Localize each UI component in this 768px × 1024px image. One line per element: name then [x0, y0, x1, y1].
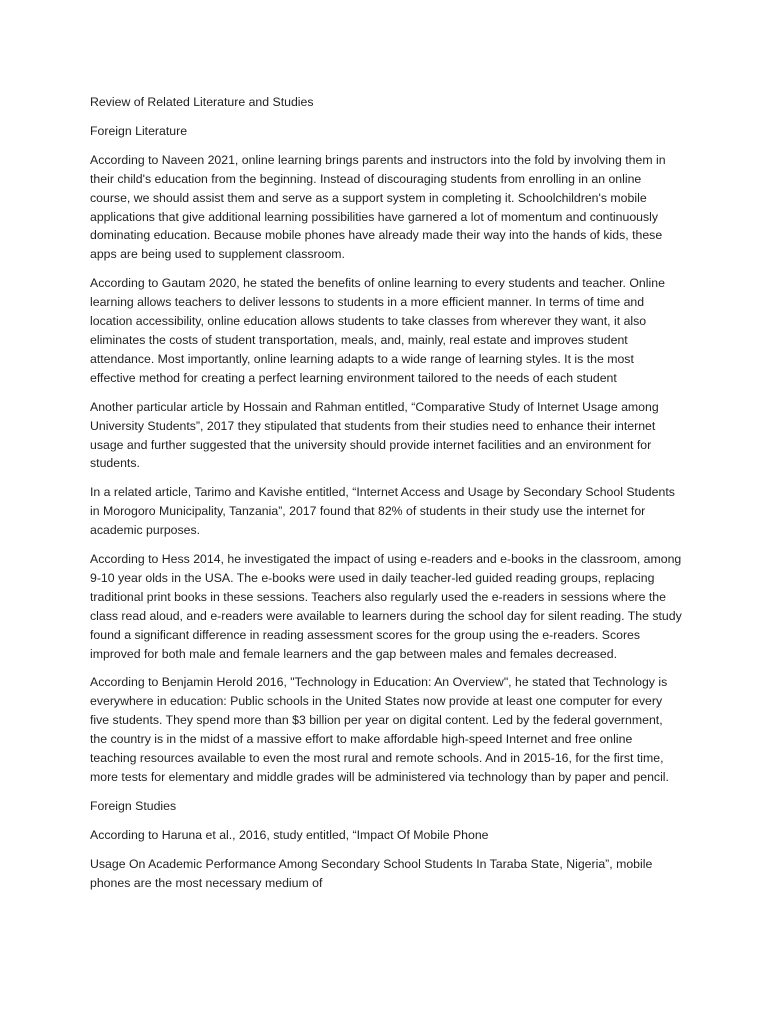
- section-heading-foreign-studies: Foreign Studies: [90, 798, 177, 813]
- paragraph-haruna-title: According to Haruna et al., 2016, study entitled, “Impact Of Mobile Phone: [90, 827, 489, 842]
- paragraph-haruna-body: Usage On Academic Performance Among Secondary School Students In Taraba State, Nigeria”, mobile phones are the most necessary medium of: [90, 856, 653, 890]
- paragraph-hossain-rahman: Another particular article by Hossain and Rahman entitled, “Comparative Study of Internet Usage among University Students”, 2017 they stipulated that students from their studies need to enhance their internet usage and further suggested that the university should provide internet facilities and an environment for students.: [90, 399, 659, 471]
- document-body: [90, 93, 682, 903]
- paragraph-gautam: According to Gautam 2020, he stated the benefits of online learning to every students and teacher. Online learning allows teachers to deliver lessons to students in a more efficient manner. In terms of time and location accessibility, online education allows students to take classes from wherever they want, it also eliminates the costs of student transportation, meals, and, mainly, real estate and improves student attendance. Most importantly, online learning adapts to a wide range of learning styles. It is the most effective method for creating a perfect learning environment tailored to the needs of each student: [90, 276, 665, 385]
- paragraph-herold: According to Benjamin Herold 2016, "Technology in Education: An Overview", he stated that Technology is everywhere in education: Public schools in the United States now provide at least one computer for every five students. They spend more than $3 billion per year on digital content. Led by the federal government, the country is in the midst of a massive effort to make affordable high-speed Internet and free online teaching resources available to even the most rural and remote schools. And in 2015-16, for the first time, more tests for elementary and middle grades will be administered via technology than by paper and pencil.: [90, 675, 669, 784]
- paragraph-hess: According to Hess 2014, he investigated the impact of using e-readers and e-books in the classroom, among 9-10 year olds in the USA. The e-books were used in daily teacher-led guided reading groups, replacing traditional print books in these sessions. Teachers also regularly used the e-readers in sessions where the class read aloud, and e-readers were available to learners during the school day for silent reading. The study found a significant difference in reading assessment scores for the group using the e-readers. Scores improved for both male and female learners and the gap between males and females decreased.: [90, 552, 682, 661]
- section-heading-foreign-literature: Foreign Literature: [90, 123, 188, 138]
- paragraph-tarimo-kavishe: In a related article, Tarimo and Kavishe entitled, “Internet Access and Usage by Secondary School Students in Morogoro Municipality, Tanzania”, 2017 found that 82% of students in their study use the internet for academic purposes.: [90, 485, 675, 538]
- document-title: Review of Related Literature and Studies: [90, 95, 314, 109]
- paragraph-naveen: According to Naveen 2021, online learning brings parents and instructors into the fold by involving them in their child's education from the beginning. Instead of discouraging students from enrolling in an online course, we should assist them and serve as a support system in completing it. Schoolchildren's mobile applications that give additional learning possibilities have garnered a lot of momentum and continuously dominating education. Because mobile phones have already made their way into the hands of kids, these apps are being used to supplement classroom.: [90, 152, 666, 262]
